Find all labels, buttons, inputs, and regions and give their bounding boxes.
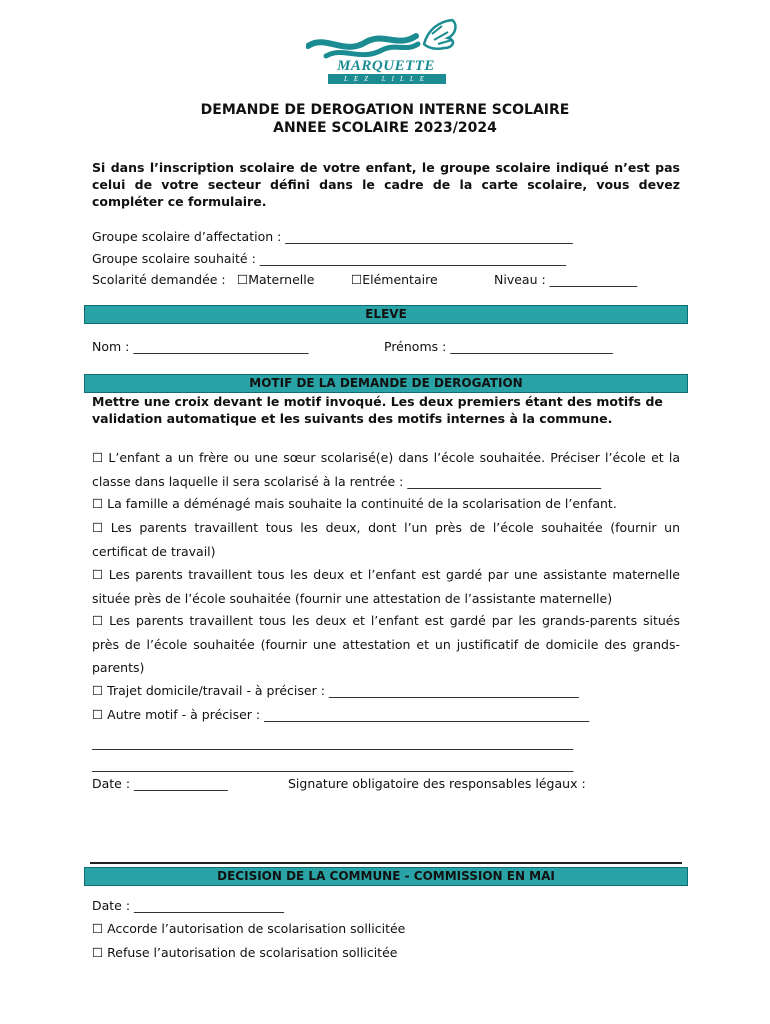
decision-section-header: DECISION DE LA COMMUNE - COMMISSION EN MAI: [84, 867, 688, 886]
autre-motif-line-2[interactable]: _____________________________________________________________________________: [92, 757, 574, 772]
eleve-section-header: ELEVE: [84, 305, 688, 324]
date-field[interactable]: Date : _______________: [92, 776, 228, 791]
motif-demenagement-checkbox[interactable]: ☐ La famille a déménagé mais souhaite la continuité de la scolarisation de l’enfant.: [92, 496, 617, 511]
motif-section-header: MOTIF DE LA DEMANDE DE DEROGATION: [84, 374, 688, 393]
decision-date-field[interactable]: Date : ________________________: [92, 898, 285, 913]
motif-travail-checkbox[interactable]: ☐ Les parents travaillent tous les deux, dont l’un près de l’école souhaitée (fournir un certificat de travail): [92, 520, 680, 559]
logo-name: MARQUETTE: [337, 58, 435, 74]
page-title-line2: ANNEE SCOLAIRE 2023/2024: [273, 120, 497, 136]
motif-frere-soeur-checkbox[interactable]: ☐ L’enfant a un frère ou une sœur scolarisé(e) dans l’école souhaitée. Préciser l’école et la classe dans laquelle il sera scolarisé à la rentrée : _______________________________: [92, 450, 680, 489]
divider: [90, 862, 682, 864]
signature-label: Signature obligatoire des responsables légaux :: [288, 776, 586, 791]
elementaire-checkbox[interactable]: ☐Elémentaire: [351, 272, 438, 287]
maternelle-checkbox[interactable]: ☐Maternelle: [237, 272, 315, 287]
motif-grands-parents-checkbox[interactable]: ☐ Les parents travaillent tous les deux et l’enfant est gardé par les grands-parents situés près de l’école souhaitée (fournir une attestation et un justificatif de domicile des grands-parents): [92, 613, 680, 675]
intro-text: Si dans l’inscription scolaire de votre enfant, le groupe scolaire indiqué n’est pas celui de votre secteur défini dans le cadre de la carte scolaire, vous devez compléter ce formulaire.: [92, 160, 680, 209]
accorde-checkbox[interactable]: ☐ Accorde l’autorisation de scolarisation sollicitée: [92, 921, 406, 936]
motif-assistante-checkbox[interactable]: ☐ Les parents travaillent tous les deux et l’enfant est gardé par une assistante maternelle située près de l’école souhaitée (fournir une attestation de l’assistante maternelle): [92, 567, 680, 606]
scolarite-label: Scolarité demandée :: [92, 272, 226, 287]
refuse-checkbox[interactable]: ☐ Refuse l’autorisation de scolarisation sollicitée: [92, 945, 398, 960]
motif-instruction: Mettre une croix devant le motif invoqué. Les deux premiers étant des motifs de validation automatique et les suivants des motifs internes à la commune.: [92, 394, 663, 426]
groupe-affectation-field[interactable]: Groupe scolaire d’affectation : ______________________________________________: [92, 229, 573, 244]
motif-trajet-checkbox[interactable]: ☐ Trajet domicile/travail - à préciser : ________________________________________: [92, 683, 579, 698]
nom-field[interactable]: Nom : ____________________________: [92, 339, 309, 354]
logo-subtitle: LEZ LILLE: [328, 74, 446, 84]
autre-motif-line-1[interactable]: _____________________________________________________________________________: [92, 735, 574, 750]
groupe-souhaite-field[interactable]: Groupe scolaire souhaité : _________________________________________________: [92, 251, 567, 266]
prenoms-field[interactable]: Prénoms : __________________________: [384, 339, 613, 354]
motif-autre-checkbox[interactable]: ☐ Autre motif - à préciser : ____________________________________________________: [92, 707, 590, 722]
page-title-line1: DEMANDE DE DEROGATION INTERNE SCOLAIRE: [200, 102, 570, 118]
niveau-field[interactable]: Niveau : ______________: [494, 272, 638, 287]
